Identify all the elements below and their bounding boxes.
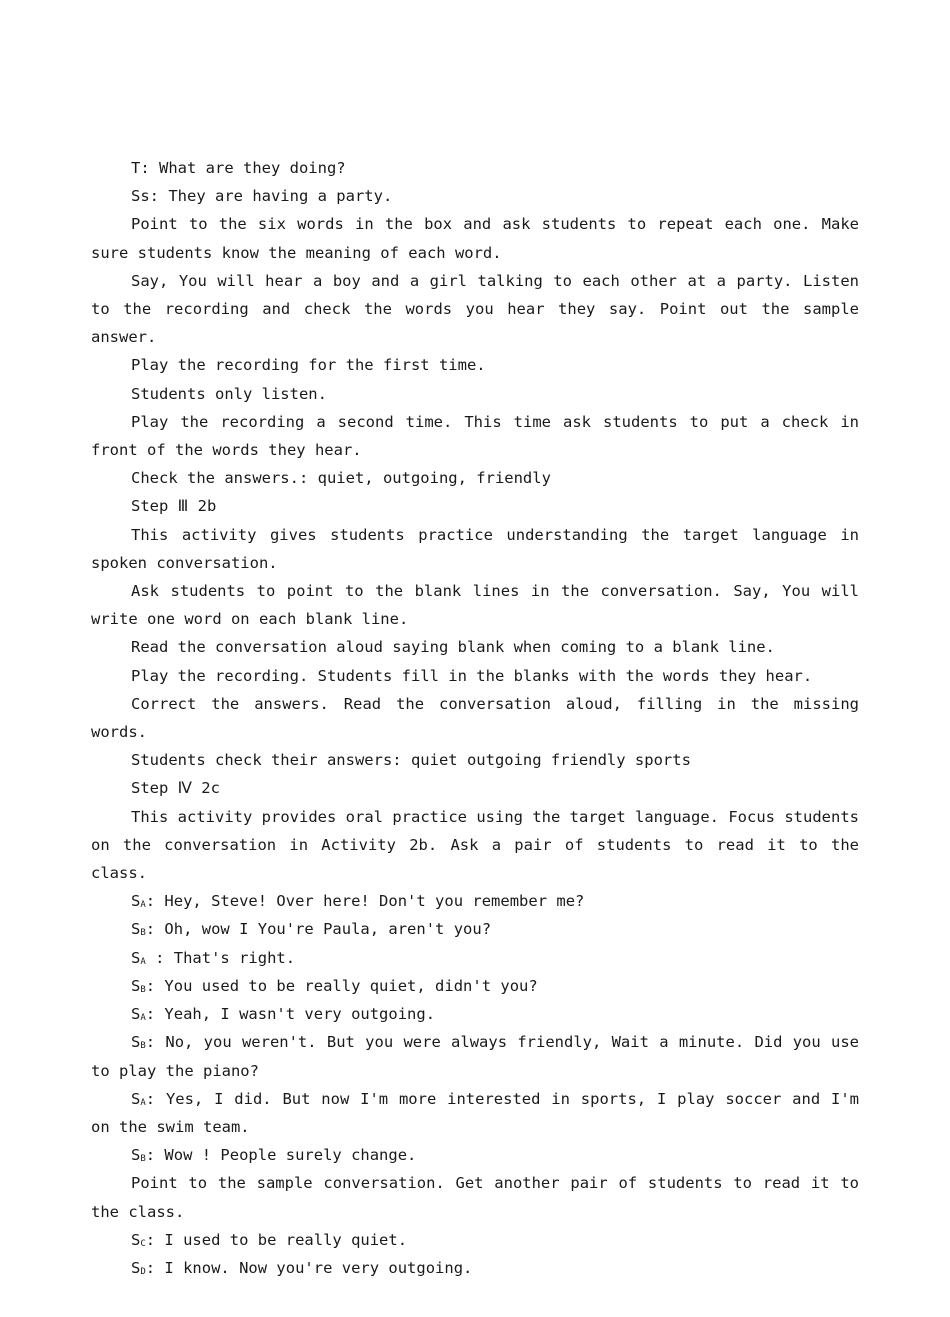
paragraph: Ask students to point to the blank lines in the conversation. Say, You will write one word on each blank line.	[91, 582, 859, 629]
dialogue-line	[91, 915, 859, 943]
dialogue-text: : Wow ! People surely change.	[145, 1146, 417, 1165]
speaker: S	[131, 1089, 141, 1108]
dialogue-line	[91, 887, 859, 915]
dialogue-line	[91, 1254, 859, 1282]
paragraph: Students check their answers: quiet outgoing friendly sports	[131, 751, 691, 770]
speaker-subscript: A	[140, 900, 146, 911]
dialogue-text: : Oh, wow I You're Paula, aren't you?	[145, 920, 492, 939]
speaker: S	[131, 948, 141, 967]
speaker-subscript: B	[140, 928, 146, 939]
dialogue-text: : Yes, I did. But now I'm more interested in sports, I play soccer and I'm on the swim team.	[91, 1089, 859, 1136]
speaker-subscript: B	[140, 1041, 146, 1052]
dialogue-line	[91, 1028, 859, 1084]
paragraph: This activity provides oral practice using the target language. Focus students on the conversation in Activity 2b. Ask a pair of students to read it to the class.	[91, 807, 859, 883]
paragraph: Check the answers.: quiet, outgoing, friendly	[131, 469, 551, 488]
speaker-subscript: A	[140, 956, 146, 967]
document-page	[91, 154, 859, 1282]
paragraph: Play the recording a second time. This time ask students to put a check in front of the words they hear.	[91, 412, 859, 460]
speaker-subscript: C	[140, 1238, 146, 1249]
dialogue-line	[91, 944, 859, 972]
dialogue-line	[91, 1141, 859, 1169]
dialogue-text: : Yeah, I wasn't very outgoing.	[145, 1005, 436, 1024]
dialogue-line	[91, 1085, 859, 1141]
dialogue-line	[91, 1226, 859, 1254]
dialogue-text: : You used to be really quiet, didn't you?	[145, 976, 538, 995]
step-heading: Step Ⅳ 2c	[131, 779, 220, 798]
step-heading: Step Ⅲ 2b	[131, 497, 217, 516]
paragraph: Students only listen.	[131, 384, 327, 403]
paragraph: Correct the answers. Read the conversation aloud, filling in the missing words.	[91, 694, 859, 742]
paragraph: Play the recording for the first time.	[131, 356, 486, 375]
speaker-subscript: A	[140, 1013, 146, 1024]
paragraph: Ss: They are having a party.	[131, 187, 393, 206]
speaker: S	[131, 1146, 141, 1165]
paragraph: T: What are they doing?	[131, 159, 346, 177]
dialogue-text: : Hey, Steve! Over here! Don't you remember me?	[145, 892, 585, 911]
paragraph: Read the conversation aloud saying blank when coming to a blank line.	[131, 638, 775, 657]
dialogue-line	[91, 1000, 859, 1028]
dialogue-text: : No, you weren't. But you were always friendly, Wait a minute. Did you use to play the piano?	[91, 1033, 859, 1080]
dialogue-line	[91, 972, 859, 1000]
speaker: S	[131, 1258, 141, 1277]
speaker: S	[131, 920, 141, 939]
dialogue-text: : I know. Now you're very outgoing.	[145, 1258, 473, 1277]
dialogue-text: : That's right.	[145, 948, 296, 967]
paragraph: Say, You will hear a boy and a girl talking to each other at a party. Listen to the recording and check the words you hear they say. Point out the sample answer.	[91, 271, 859, 347]
paragraph: Play the recording. Students fill in the blanks with the words they hear.	[131, 666, 813, 685]
speaker-subscript: B	[140, 984, 146, 995]
speaker: S	[131, 976, 141, 995]
speaker-subscript: A	[140, 1097, 146, 1108]
paragraph: Point to the six words in the box and ask students to repeat each one. Make sure students know the meaning of each word.	[91, 215, 859, 262]
paragraph: Point to the sample conversation. Get another pair of students to read it to the class.	[91, 1174, 859, 1221]
speaker-subscript: B	[140, 1154, 146, 1165]
paragraph: This activity gives students practice understanding the target language in spoken conversation.	[91, 525, 859, 572]
dialogue-text: : I used to be really quiet.	[145, 1230, 408, 1249]
speaker: S	[131, 1005, 141, 1024]
speaker: S	[131, 1033, 141, 1052]
speaker: S	[131, 892, 141, 911]
speaker: S	[131, 1230, 141, 1249]
speaker-subscript: D	[140, 1266, 146, 1277]
